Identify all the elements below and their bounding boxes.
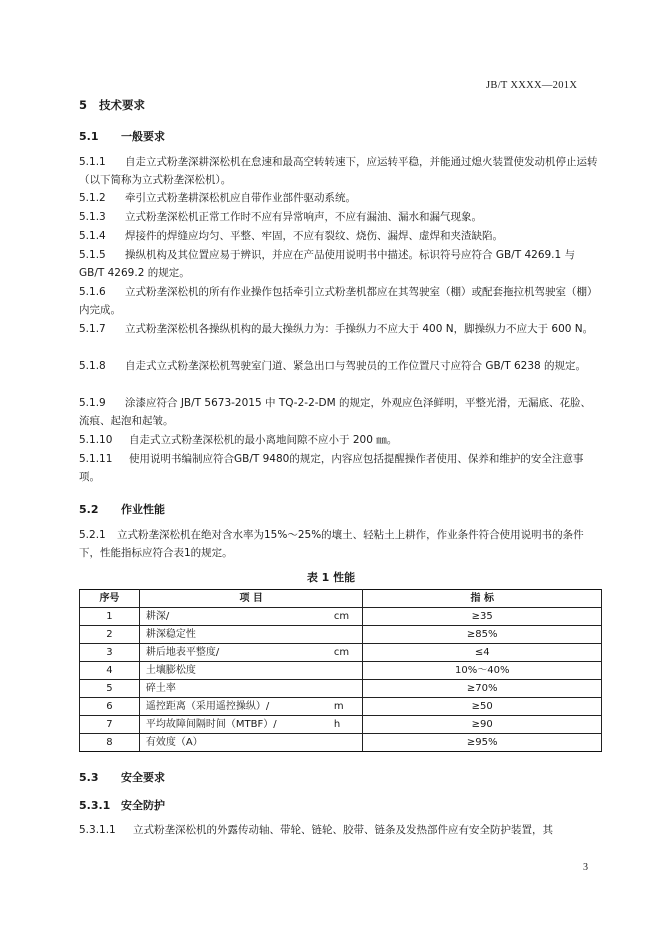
item-unit: m [333, 701, 344, 712]
table-row [80, 644, 602, 662]
header-item: 项 目 [139, 590, 363, 608]
section-number: 5.3.1 [79, 799, 111, 812]
clause-text: 自走立式粉垄深耕深松机在怠速和最高空转转速下，应运转平稳，并能通过熄火装置使发动机停止运转（以下简称为立式粉垄深松机）。 [79, 156, 598, 186]
row-value: ≥95% [363, 734, 602, 752]
clause-text: 焊接件的焊缝应均匀、平整、牢固，不应有裂纹、烧伤、漏焊、虚焊和夹渣缺陷。 [125, 230, 503, 242]
section-number: 5 [79, 98, 88, 112]
clause-text: 操纵机构及其位置应易于辨识，并应在产品使用说明书中描述。标识符号应符合 GB/T 4269.1 与 GB/T 4269.2 的规定。 [79, 249, 576, 279]
clause-5-1-11 [79, 451, 601, 486]
row-value: ≥90 [363, 716, 602, 734]
table-title: 表 1 性能 [306, 571, 356, 584]
row-item [139, 644, 363, 662]
section-5-1-heading [79, 128, 165, 144]
section-number: 5.2 [79, 503, 99, 516]
table-row [80, 698, 602, 716]
clause-text: 自走式立式粉垄深松机驾驶室门道、紧急出口与驾驶员的工作位置尺寸应符合 GB/T 6238 的规定。 [125, 360, 587, 372]
clause-text: 立式粉垄深松机在绝对含水率为15%～25%的壤土、轻粘土上耕作，作业条件符合使用说明书的条件下，性能指标应符合表1的规定。 [79, 529, 584, 559]
section-number: 5.3 [79, 771, 99, 784]
clause-5-3-1-1 [79, 822, 601, 840]
page-number: 3 [583, 862, 588, 873]
clause-5-1-10 [79, 432, 601, 450]
row-value: ≥35 [363, 608, 602, 626]
item-name: 耕后地表平整度/ [145, 647, 220, 658]
row-no: 4 [80, 662, 140, 680]
header-no: 序号 [80, 590, 140, 608]
row-value: ≥70% [363, 680, 602, 698]
row-no: 5 [80, 680, 140, 698]
section-5-3-1-heading [79, 797, 165, 813]
table-row [80, 716, 602, 734]
clause-number: 5.1.6 [79, 286, 106, 298]
clause-number: 5.1.7 [79, 323, 106, 335]
clause-text: 立式粉垄深松机正常工作时不应有异常响声，不应有漏油、漏水和漏气现象。 [125, 211, 482, 223]
section-title: 一般要求 [121, 130, 165, 143]
clause-number: 5.2.1 [79, 529, 106, 541]
clause-number: 5.1.3 [79, 211, 106, 223]
clause-text: 牵引立式粉垄耕深松机应自带作业部件驱动系统。 [125, 192, 356, 204]
row-item [139, 626, 363, 644]
section-5-3-heading [79, 769, 165, 785]
row-value: ≥85% [363, 626, 602, 644]
section-title: 安全要求 [121, 771, 165, 784]
clause-text: 立式粉垄深松机的所有作业操作包括牵引立式粉垄机都应在其驾驶室（棚）或配套拖拉机驾驶室（棚）内完成。 [79, 286, 598, 316]
clause-5-1-5 [79, 247, 601, 282]
item-name: 平均故障间隔时间（MTBF）/ [145, 719, 277, 730]
item-name: 土壤膨松度 [145, 665, 196, 676]
row-item [139, 680, 363, 698]
item-name: 碎土率 [145, 683, 176, 694]
item-name: 耕深/ [145, 611, 170, 622]
clause-5-1-2 [79, 190, 601, 208]
item-unit: h [333, 719, 341, 730]
item-name: 遥控距离（采用遥控操纵）/ [145, 701, 270, 712]
row-no: 3 [80, 644, 140, 662]
row-no: 7 [80, 716, 140, 734]
clause-number: 5.3.1.1 [79, 824, 116, 836]
clause-number: 5.1.11 [79, 453, 113, 465]
row-item [139, 608, 363, 626]
performance-table [79, 589, 602, 752]
row-value: 10%～40% [363, 662, 602, 680]
item-unit: cm [333, 647, 350, 658]
table-row [80, 608, 602, 626]
item-name: 有效度（A） [145, 737, 203, 748]
clause-5-1-1 [79, 154, 601, 189]
row-no: 6 [80, 698, 140, 716]
clause-5-1-9 [79, 395, 601, 430]
clause-text: 立式粉垄深松机的外露传动轴、带轮、链轮、胶带、链条及发热部件应有安全防护装置，其 [133, 824, 553, 836]
section-title: 作业性能 [121, 503, 165, 516]
clause-5-2-1 [79, 527, 601, 562]
row-item [139, 734, 363, 752]
clause-number: 5.1.1 [79, 156, 106, 168]
clause-text: 涂漆应符合 JB/T 5673-2015 中 TQ-2-2-DM 的规定，外观应色泽鲜明，平整光滑，无漏底、花脸、流痕、起泡和起皱。 [79, 397, 592, 427]
clause-text: 立式粉垄深松机各操纵机构的最大操纵力为：手操纵力不应大于 400 N，脚操纵力不应大于 600 N。 [125, 323, 594, 335]
table-row [80, 734, 602, 752]
row-no: 8 [80, 734, 140, 752]
standard-code: JB/T XXXX—201X [486, 80, 578, 91]
clause-5-1-6 [79, 284, 601, 319]
item-name: 耕深稳定性 [145, 629, 196, 640]
table-row [80, 626, 602, 644]
table-header-row [80, 590, 602, 608]
section-number: 5.1 [79, 130, 99, 143]
header-index: 指 标 [363, 590, 602, 608]
row-no: 1 [80, 608, 140, 626]
clause-number: 5.1.8 [79, 360, 106, 372]
clause-5-1-7 [79, 321, 601, 339]
clause-number: 5.1.2 [79, 192, 106, 204]
clause-5-1-4 [79, 228, 601, 246]
row-value: ≤4 [363, 644, 602, 662]
section-5-2-heading [79, 501, 165, 517]
clause-number: 5.1.4 [79, 230, 106, 242]
clause-number: 5.1.10 [79, 434, 113, 446]
row-value: ≥50 [363, 698, 602, 716]
clause-number: 5.1.5 [79, 249, 106, 261]
row-item [139, 662, 363, 680]
clause-text: 使用说明书编制应符合GB/T 9480的规定，内容应包括提醒操作者使用、保养和维护的安全注意事项。 [79, 453, 584, 483]
clause-5-1-8 [79, 358, 601, 376]
section-title: 技术要求 [99, 98, 145, 112]
clause-text: 自走式立式粉垄深松机的最小离地间隙不应小于 200 ㎜。 [129, 434, 398, 446]
table-row [80, 662, 602, 680]
row-no: 2 [80, 626, 140, 644]
section-title: 安全防护 [121, 799, 165, 812]
table-row [80, 680, 602, 698]
section-5-heading [79, 97, 145, 113]
item-unit: cm [333, 611, 350, 622]
row-item [139, 698, 363, 716]
clause-5-1-3 [79, 209, 601, 227]
clause-number: 5.1.9 [79, 397, 106, 409]
row-item [139, 716, 363, 734]
